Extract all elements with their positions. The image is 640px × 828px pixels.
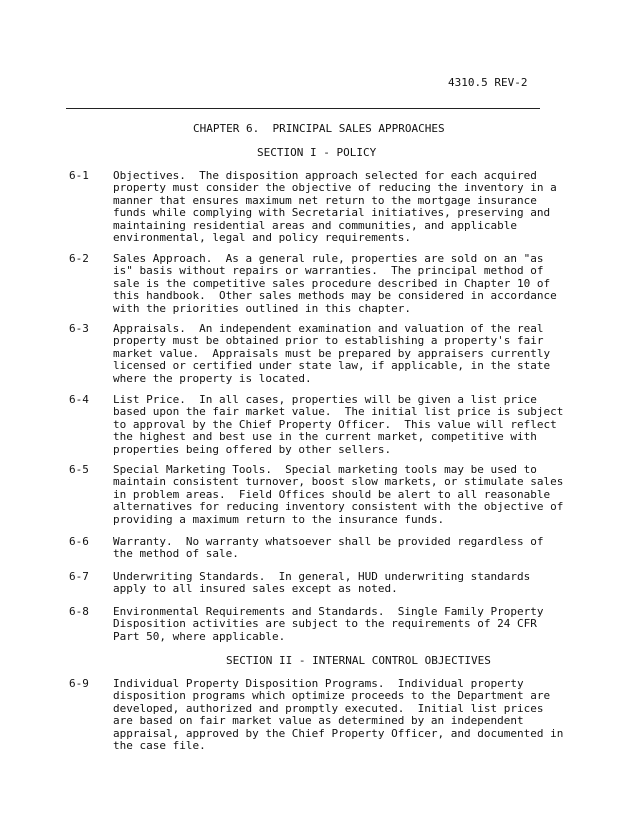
text-line: sale is the competitive sales procedure described in Chapter 10 of bbox=[113, 276, 551, 290]
text-line: disposition programs which optimize proceeds to the Department are bbox=[113, 689, 551, 703]
paragraph-number: 6-9 bbox=[69, 677, 89, 690]
paragraph-text bbox=[113, 393, 564, 456]
text-line: Underwriting Standards. In general, HUD underwriting standards bbox=[113, 570, 531, 583]
text-line: Disposition activities are subject to the requirements of 24 CFR bbox=[113, 617, 537, 631]
paragraph-number: 6-8 bbox=[69, 605, 89, 618]
text-line: alternatives for reducing inventory consistent with the objective of bbox=[113, 500, 564, 514]
text-line: are based on fair market value as determined by an independent bbox=[113, 714, 524, 728]
text-line: developed, authorized and promptly executed. Initial list prices bbox=[113, 701, 544, 715]
text-line: funds while complying with Secretarial initiatives, preserving and bbox=[113, 206, 551, 220]
paragraph-text bbox=[113, 463, 564, 526]
text-line: Environmental Requirements and Standards. Single Family Property bbox=[113, 605, 544, 618]
text-line: maintaining residential areas and communities, and applicable bbox=[113, 218, 517, 232]
text-line: property must consider the objective of reducing the inventory in a bbox=[113, 181, 557, 195]
paragraph-number: 6-1 bbox=[69, 169, 89, 182]
text-line: to approval by the Chief Property Officer. This value will reflect bbox=[113, 417, 557, 431]
text-line: apply to all insured sales except as noted. bbox=[113, 582, 398, 596]
text-line: market value. Appraisals must be prepared by appraisers currently bbox=[113, 346, 551, 360]
text-line: based upon the fair market value. The initial list price is subject bbox=[113, 405, 564, 419]
paragraph-text bbox=[113, 571, 544, 596]
paragraph-number: 6-4 bbox=[69, 393, 89, 406]
text-line: property must be obtained prior to establishing a property's fair bbox=[113, 334, 544, 348]
text-line: appraisal, approved by the Chief Property Officer, and documented in bbox=[113, 726, 564, 740]
paragraph-number: 6-6 bbox=[69, 535, 89, 548]
text-line: manner that ensures maximum net return to the mortgage insurance bbox=[113, 193, 537, 207]
paragraph-text bbox=[113, 606, 544, 643]
text-line: the highest and best use in the current market, competitive with bbox=[113, 430, 537, 444]
header-rule bbox=[66, 108, 540, 109]
text-line: in problem areas. Field Offices should be alert to all reasonable bbox=[113, 487, 551, 501]
paragraph-number: 6-5 bbox=[69, 463, 89, 476]
text-line: is" basis without repairs or warranties. The principal method of bbox=[113, 264, 544, 278]
text-line: Special Marketing Tools. Special marketing tools may be used to bbox=[113, 463, 537, 476]
text-line: maintain consistent turnover, boost slow markets, or stimulate sales bbox=[113, 475, 564, 489]
text-line: properties being offered by other sellers. bbox=[113, 442, 392, 456]
section-2-title: SECTION II - INTERNAL CONTROL OBJECTIVES bbox=[226, 654, 491, 667]
text-line: the case file. bbox=[113, 738, 206, 752]
text-line: the method of sale. bbox=[113, 547, 239, 561]
paragraph-text bbox=[113, 536, 544, 561]
text-line: where the property is located. bbox=[113, 371, 312, 385]
paragraph-text bbox=[113, 169, 557, 244]
text-line: List Price. In all cases, properties will be given a list price bbox=[113, 393, 537, 406]
text-line: Warranty. No warranty whatsoever shall be provided regardless of bbox=[113, 535, 544, 548]
paragraph-text bbox=[113, 322, 551, 385]
text-line: providing a maximum return to the insurance funds. bbox=[113, 512, 445, 526]
text-line: Individual Property Disposition Programs. Individual property bbox=[113, 677, 524, 690]
section-1-title: SECTION I - POLICY bbox=[257, 146, 377, 159]
text-line: environmental, legal and policy requirements. bbox=[113, 230, 412, 244]
text-line: this handbook. Other sales methods may be considered in accordance bbox=[113, 289, 557, 303]
text-line: Part 50, where applicable. bbox=[113, 629, 286, 643]
paragraph-number: 6-2 bbox=[69, 252, 89, 265]
paragraph-number: 6-7 bbox=[69, 570, 89, 583]
text-line: Sales Approach. As a general rule, properties are sold on an "as bbox=[113, 252, 544, 265]
paragraph-number: 6-3 bbox=[69, 322, 89, 335]
text-line: with the priorities outlined in this chapter. bbox=[113, 301, 412, 315]
paragraph-text bbox=[113, 677, 564, 752]
text-line: licensed or certified under state law, if applicable, in the state bbox=[113, 359, 551, 373]
paragraph-text bbox=[113, 252, 557, 315]
text-line: Appraisals. An independent examination and valuation of the real bbox=[113, 322, 544, 335]
chapter-title: CHAPTER 6. PRINCIPAL SALES APPROACHES bbox=[193, 122, 445, 135]
text-line: Objectives. The disposition approach selected for each acquired bbox=[113, 169, 537, 182]
document-number: 4310.5 REV-2 bbox=[448, 76, 528, 89]
